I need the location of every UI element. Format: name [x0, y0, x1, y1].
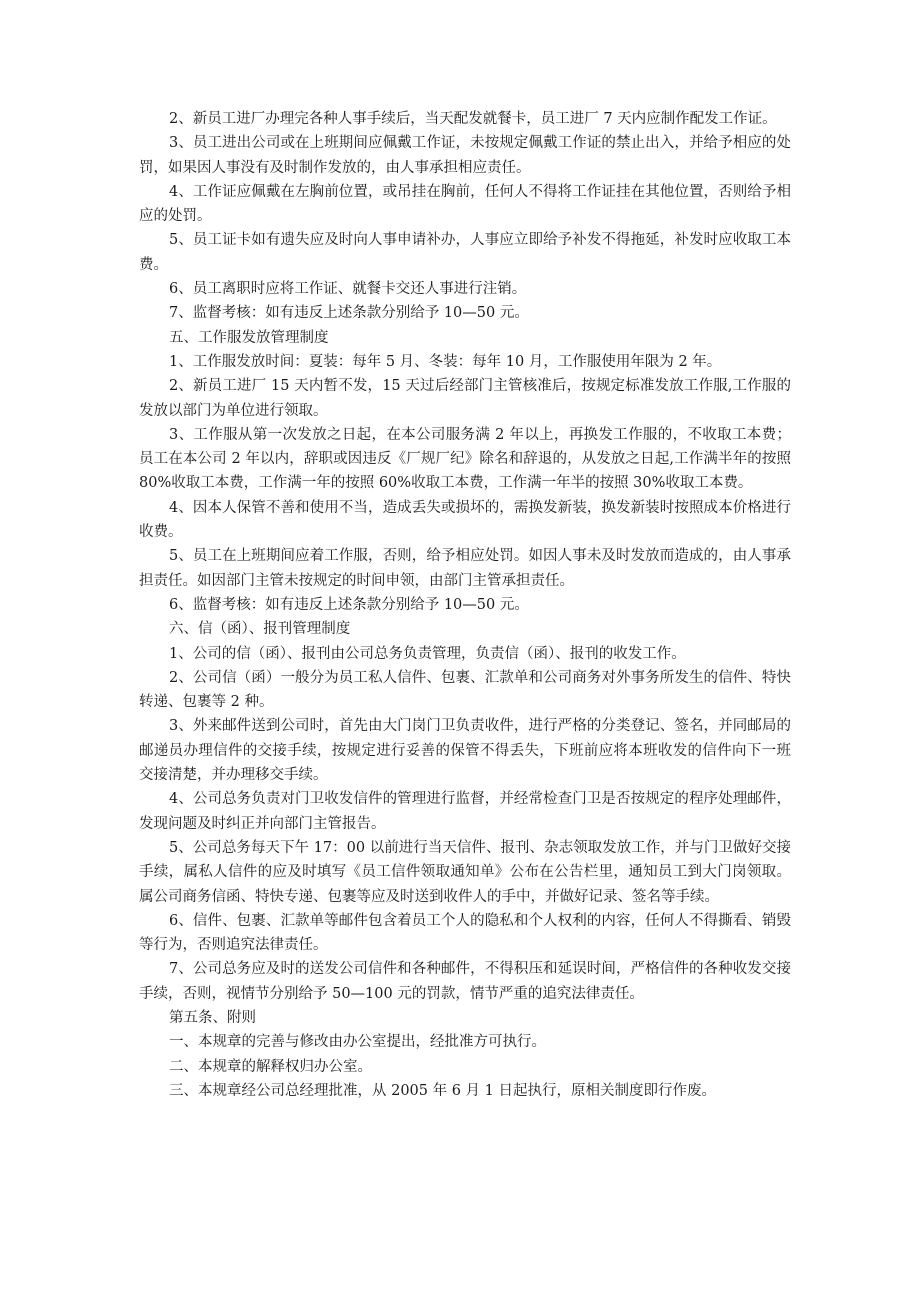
- section5-item-1: 1、工作服发放时间：夏装：每年 5 月、冬装：每年 10 月，工作服使用年限为 2 年。: [169, 353, 722, 370]
- section4-item-4: 4、工作证应佩戴在左胸前位置，或吊挂在胸前，任何人不得将工作证挂在其他位置，否则给予相应的处罚。: [139, 183, 791, 225]
- section5-heading: 五、工作服发放管理制度: [169, 329, 329, 346]
- section6-item-6: 6、信件、包裹、汇款单等邮件包含着员工个人的隐私和个人权利的内容，任何人不得撕看、销毁等行为，否则追究法律责任。: [139, 912, 791, 954]
- section5-item-6: 6、监督考核：如有违反上述条款分别给予 10—50 元。: [169, 596, 529, 613]
- section4-item-3: 3、员工进出公司或在上班期间应佩戴工作证，未按规定佩戴工作证的禁止出入，并给予相应的处罚，如果因人事没有及时制作发放的，由人事承担相应责任。: [139, 135, 791, 176]
- section6-item-2: 2、公司信（函）一般分为员工私人信件、包裹、汇款单和公司商务对外事务所发生的信件、特快转递、包裹等 2 种。: [139, 669, 791, 711]
- document-page: [139, 107, 791, 1103]
- section6-item-5: 5、公司总务每天下午 17：00 以前进行当天信件、报刊、杂志领取发放工作，并与门卫做好交接手续，属私人信件的应及时填写《员工信件领取通知单》公布在公告栏里，通知员工到大门岗领取。属公司商务信函、特快专递、包裹等应及时送到收件人的手中，并做好记录、签名等手续。: [139, 839, 791, 905]
- article5-heading: 第五条、附则: [169, 1009, 256, 1026]
- article5-item-1: 一、本规章的完善与修改由办公室提出，经批准方可执行。: [169, 1034, 546, 1051]
- section6-item-1: 1、公司的信（函）、报刊由公司总务负责管理，负责信（函）、报刊的收发工作。: [169, 645, 686, 662]
- section4-item-5: 5、员工证卡如有遗失应及时向人事申请补办，人事应立即给予补发不得拖延，补发时应收取工本费。: [139, 232, 791, 273]
- section5-item-3: 3、工作服从第一次发放之日起，在本公司服务满 2 年以上，再换发工作服的，不收取工本费；员工在本公司 2 年以内，辞职或因违反《厂规厂纪》除名和辞退的，从发放之日起,工作满半年的按照 80%收取工本费，工作满一年的按照 60%收取工本费，工作满一年半的按照 30%收取工本费。: [139, 426, 791, 492]
- section6-heading: 六、信（函）、报刊管理制度: [169, 621, 351, 638]
- section4-item-2: 2、新员工进厂办理完各种人事手续后，当天配发就餐卡，员工进厂 7 天内应制作配发工作证。: [169, 111, 777, 127]
- section5-item-2: 2、新员工进厂 15 天内暂不发，15 天过后经部门主管核准后，按规定标准发放工作服,工作服的发放以部门为单位进行领取。: [139, 378, 791, 419]
- section5-item-4: 4、因本人保管不善和使用不当，造成丢失或损坏的，需换发新装，换发新装时按照成本价格进行收费。: [139, 499, 791, 541]
- section6-item-3: 3、外来邮件送到公司时，首先由大门岗门卫负责收件，进行严格的分类登记、签名，并同邮局的邮递员办理信件的交接手续，按规定进行妥善的保管不得丢失，下班前应将本班收发的信件向下一班交接清楚，并办理移交手续。: [139, 718, 791, 784]
- article5-item-3: 三、本规章经公司总经理批准，从 2005 年 6 月 1 日起执行，原相关制度即行作废。: [169, 1082, 717, 1099]
- section4-item-6: 6、员工离职时应将工作证、就餐卡交还人事进行注销。: [169, 281, 527, 298]
- section6-item-4: 4、公司总务负责对门卫收发信件的管理进行监督，并经常检查门卫是否按规定的程序处理邮件，发现问题及时纠正并向部门主管报告。: [139, 791, 791, 832]
- section6-item-7: 7、公司总务应及时的送发公司信件和各种邮件，不得积压和延误时间，严格信件的各种收发交接手续，否则，视情节分别给予 50—100 元的罚款，情节严重的追究法律责任。: [139, 961, 791, 1002]
- section5-item-5: 5、员工在上班期间应着工作服，否则，给予相应处罚。如因人事未及时发放而造成的，由人事承担责任。如因部门主管未按规定的时间申领，由部门主管承担责任。: [139, 548, 791, 589]
- article5-item-2: 二、本规章的解释权归办公室。: [169, 1058, 372, 1075]
- section4-item-7: 7、监督考核：如有违反上述条款分别给予 10—50 元。: [169, 305, 529, 322]
